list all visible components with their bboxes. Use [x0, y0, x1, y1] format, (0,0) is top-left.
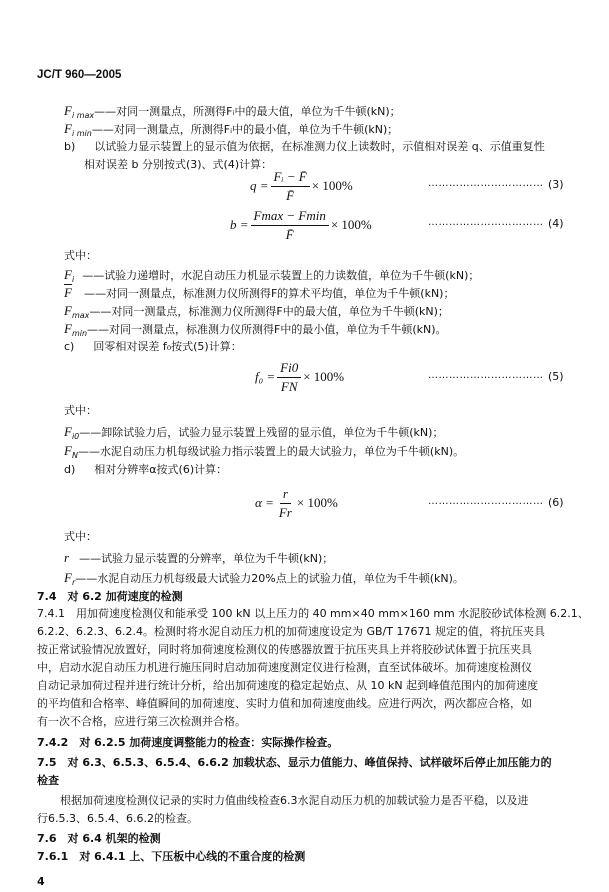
- def-text: ——卸除试验力后，试验力显示装置上残留的显示值，单位为千牛顿(kN)；: [79, 426, 444, 439]
- eq5-number: (5): [548, 370, 564, 383]
- def-text: ——对同一测量点，所测得Fᵢ中的最小值，单位为千牛顿(kN)；: [91, 123, 399, 136]
- section-7-5-title-line2: 检查: [37, 774, 59, 787]
- def-f-i: $F_i$ ——试验力递增时，水泥自动压力机显示装置上的力读数值，单位为千牛顿(kN)；: [64, 267, 480, 284]
- eq3-denominator: F̄: [286, 187, 295, 203]
- eq5-numerator: Fi0: [277, 360, 301, 378]
- eq4-numerator: Fmax − Fmin: [251, 208, 329, 226]
- eq3-leader-dots: ……………………………: [428, 178, 544, 189]
- def-f-i-max: $F_{i max}——$对同一测量点，所测得Fᵢ中的最大值，单位为千牛顿(kN)；: [64, 103, 401, 120]
- def-f-bar: $\overline{F}$ ——对同一测量点，标准测力仪所测得F的算术平均值，单位为千牛顿(kN)；: [64, 285, 455, 300]
- eq3-fraction: [271, 169, 310, 204]
- equation-6: [255, 483, 338, 523]
- section-7-5-body-line2: 行6.5.3、6.5.4、6.6.2的检查。: [37, 812, 198, 825]
- def-text: ——对同一测量点，标准测力仪所测得F的算术平均值，单位为千牛顿(kN)；: [83, 287, 455, 300]
- para-line: 6.2.2、6.2.3、6.2.4。检测时将水泥自动压力机的加荷速度设定为 GB/T 17671 规定的值，将抗压夹具: [37, 625, 545, 638]
- section-7-6-1-title: 7.6.1 对 6.4.1 上、下压板中心线的不重合度的检测: [37, 850, 306, 863]
- para-line: 按正常试验情况放置好，同时将加荷速度检测仪的传感器放置于抗压夹具上并将胶砂试体置于抗压夹具: [37, 643, 532, 656]
- para-line: 中，启动水泥自动压力机进行施压同时启动加荷速度测定仪进行检测，直至试体破坏。加荷速度检测仪: [37, 661, 532, 674]
- def-f-i-min: $F_{i min}——$对同一测量点，所测得Fᵢ中的最小值，单位为千牛顿(kN)；: [64, 121, 399, 138]
- where-label-3: 式中：: [64, 530, 97, 543]
- item-c: [64, 339, 242, 354]
- def-text: ——对同一测量点，所测得Fᵢ中的最大值，单位为千牛顿(kN)；: [94, 105, 401, 118]
- eq5-denominator: FN: [280, 378, 298, 394]
- eq6-leader-dots: ……………………………: [428, 496, 544, 507]
- item-c-text: 回零相对误差 f₀按式(5)计算：: [93, 340, 242, 353]
- def-f-r: $F_r——$水泥自动压力机每级最大试验力20%点上的试验力值，单位为千牛顿(kN)。: [64, 570, 464, 587]
- def-text: ——对同一测量点，标准测力仪所测得F中的最小值，单位为千牛顿(kN)。: [87, 323, 447, 336]
- def-f-i0: $F_{i0}——$卸除试验力后，试验力显示装置上残留的显示值，单位为千牛顿(kN)；: [64, 424, 444, 441]
- para-line: 自动记录加荷过程并进行统计分析，给出加荷速度的稳定起始点、从 10 kN 起到峰值范围内的加荷速度: [37, 679, 539, 692]
- section-7-6-title: 7.6 对 6.4 机架的检测: [37, 832, 161, 845]
- eq4-denominator: F̄: [285, 226, 294, 242]
- eq5-leader-dots: ……………………………: [428, 370, 544, 381]
- item-d: [64, 462, 227, 477]
- standard-number: JC/T 960—2005: [37, 69, 122, 81]
- eq4-fraction: [251, 208, 329, 243]
- def-text: ——水泥自动压力机每级试验力指示装置上的最大试验力，单位为千牛顿(kN)。: [77, 445, 465, 458]
- item-d-label: d): [64, 463, 76, 476]
- eq4-leader-dots: ……………………………: [428, 217, 544, 228]
- def-text: ——试验力递增时，水泥自动压力机显示装置上的力读数值，单位为千牛顿(kN)；: [82, 269, 480, 282]
- eq4-tail: × 100%: [330, 217, 372, 232]
- eq3-numerator: Fᵢ − F̄: [271, 169, 310, 187]
- item-b-line1: [64, 139, 545, 154]
- def-f-min: $F_{min}——$对同一测量点，标准测力仪所测得F中的最小值，单位为千牛顿(kN)。: [64, 321, 447, 338]
- section-7-5-title-line1: 7.5 对 6.3、6.5.3、6.5.4、6.6.2 加载状态、显示力值能力、峰值保持、试样破坏后停止加压能力的: [37, 756, 552, 769]
- equation-5: [255, 358, 344, 396]
- eq6-tail: × 100%: [296, 495, 338, 510]
- def-f-max: $F_{max}——$对同一测量点，标准测力仪所测得F中的最大值，单位为千牛顿(kN)；: [64, 303, 449, 320]
- where-label-1: 式中：: [64, 249, 97, 262]
- eq6-numerator: r: [280, 486, 291, 504]
- equation-3: [250, 168, 353, 204]
- section-7-5-body-line1: 根据加荷速度检测仪记录的实时力值曲线检查6.3水泥自动压力机的加载试验力是否平稳，以及进: [60, 794, 529, 807]
- def-r: r ——试验力显示装置的分辨率，单位为千牛顿(kN)；: [64, 550, 334, 565]
- eq3-lhs: q =: [250, 178, 269, 193]
- eq4-number: (4): [548, 217, 564, 230]
- section-7-4-1-body: [37, 605, 589, 731]
- eq6-lhs: α =: [255, 495, 274, 510]
- para-line: 7.4.1 用加荷速度检测仪和能承受 100 kN 以上压力的 40 mm×40 mm×160 mm 水泥胶砂试体检测 6.2.1、: [37, 607, 589, 620]
- section-7-4-2: 7.4.2 对 6.2.5 加荷速度调整能力的检查：实际操作检查。: [37, 736, 339, 749]
- eq3-number: (3): [548, 178, 564, 191]
- eq6-number: (6): [548, 496, 564, 509]
- para-line: 有一次不合格，应进行第三次检测并合格。: [37, 715, 246, 728]
- section-7-4-title: 7.4 对 6.2 加荷速度的检测: [37, 590, 183, 603]
- def-text: ——试验力显示装置的分辨率，单位为千牛顿(kN)；: [79, 552, 334, 565]
- page-number: 4: [37, 875, 45, 888]
- item-b-text: 以试验力显示装置上的显示值为依据，在标准测力仪上读数时，示值相对误差 q、示值重复性: [94, 140, 545, 153]
- item-b-line2: 相对误差 b 分别按式(3)、式(4)计算：: [84, 158, 273, 171]
- eq6-denominator: Fr: [278, 504, 292, 520]
- def-f-n: $F_N——$水泥自动压力机每级试验力指示装置上的最大试验力，单位为千牛顿(kN)。: [64, 443, 465, 460]
- item-d-text: 相对分辨率α按式(6)计算：: [94, 463, 228, 476]
- item-c-label: c): [64, 340, 75, 353]
- eq4-lhs: b =: [230, 217, 249, 232]
- where-label-2: 式中：: [64, 404, 97, 417]
- equation-4: [230, 207, 372, 243]
- eq6-fraction: [276, 486, 295, 521]
- def-text: ——对同一测量点，标准测力仪所测得F中的最大值，单位为千牛顿(kN)；: [89, 305, 449, 318]
- eq5-fraction: [277, 360, 301, 395]
- para-line: 的平均值和合格率、峰值瞬间的加荷速度、实时力值和加荷速度曲线。应进行两次，两次都应合格，如: [37, 697, 532, 710]
- eq5-tail: × 100%: [303, 369, 345, 384]
- item-b-label: b): [64, 140, 76, 153]
- def-text: ——水泥自动压力机每级最大试验力20%点上的试验力值，单位为千牛顿(kN)。: [75, 572, 464, 585]
- eq5-lhs: f₀ =: [255, 369, 276, 384]
- eq3-tail: × 100%: [311, 178, 353, 193]
